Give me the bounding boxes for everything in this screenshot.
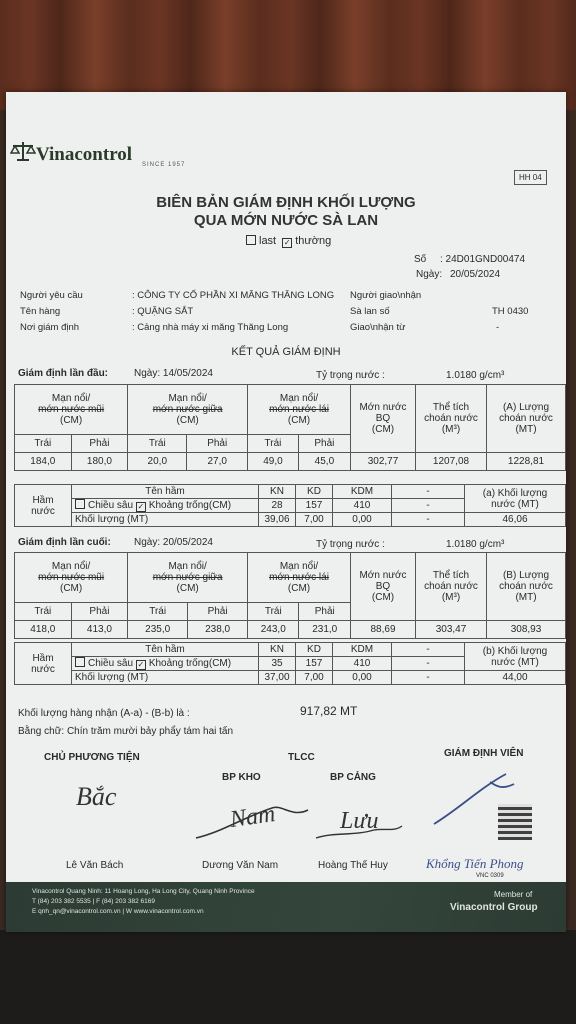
barge-label: Sà lan số [350,306,390,317]
kd-header: KD [296,485,333,499]
mass-row-label: Khối lượng (MT) [72,513,259,527]
header-mid-draft: Mạn nổi/ mớn nước giữa (CM) [128,385,248,435]
requester-value: : CÔNG TY CỔ PHẦN XI MĂNG THĂNG LONG [132,290,335,301]
option-last: last [259,235,277,247]
dark-background [0,930,576,1024]
handover-label: Giao\nhận từ [350,322,406,333]
footer-phone: T (84) 203 382 5535 | F (84) 203 382 6169 [32,898,155,905]
right-label: Phải [71,435,128,453]
right-label: Phải [298,435,350,453]
type-options [246,235,331,248]
kn-header: KN [259,643,296,657]
place-value: : Cảng nhà máy xi măng Thăng Long [132,322,289,333]
right-label: Phải [71,603,128,621]
fore-right-value: 180,0 [71,453,128,471]
kn-mass: 39,06 [259,513,296,527]
kd-mass: 7,00 [296,671,333,685]
mass-row-label: Khối lượng (MT) [72,671,259,685]
kdm-header: KDM [333,485,392,499]
hold-name-header: Tên hầm [72,643,259,657]
kdm-reading: 410 [333,499,392,513]
kn-reading: 35 [259,657,296,671]
net-mass-label: Khối lượng hàng nhận (A-a) - (B-b) là : [18,708,190,719]
empty-dash: - [392,657,465,671]
footer-member: Member of [494,890,533,899]
last-density-value: 1.0180 g/cm³ [446,539,505,550]
ballast-label: Hầm nước [15,485,72,527]
document-subtitle: QUA MỚN NƯỚC SÀ LAN [193,212,379,229]
header-displacement-volume: Thể tích choán nước (M³) [416,385,487,453]
ngay-label: Ngày: [416,269,443,280]
right-label: Phải [299,603,351,621]
water-mass-a: 46,06 [465,513,566,527]
form-code: HH 04 [514,170,547,185]
header-mid-draft: Mạn nổi/ mớn nước giữa (CM) [128,553,248,603]
goods-label: Tên hàng [20,306,61,317]
kn-mass: 37,00 [259,671,296,685]
port-signature-stroke [314,808,404,844]
place-label: Nơi giám định [20,322,80,333]
mass-a-value: 1228,81 [487,453,566,471]
last-draft-table [14,552,566,639]
net-mass-in-words: Bằng chữ: Chín trăm mười bảy phẩy tám hai tấn [18,726,234,737]
kd-mass: 7,00 [296,513,333,527]
right-label: Phải [187,435,248,453]
header-fore-draft: Mạn nổi/ mớn nước mũi (CM) [15,553,128,603]
owner-title: CHỦ PHƯƠNG TIỆN [44,752,140,763]
depth-checkbox [75,499,85,509]
normal-checkbox-checked: ✓ [283,238,291,247]
scales-logo-icon [10,140,36,162]
mean-draft-value: 302,77 [351,453,416,471]
kn-reading: 28 [259,499,296,513]
first-inspection-label: Giám định lần đầu: [18,368,109,379]
so-label: Số [414,254,427,265]
left-label: Trái [15,603,72,621]
mid-left-value: 235,0 [128,621,188,639]
option-normal: thường [295,235,332,247]
header-mean-draft: Mớn nước BQ (CM) [351,553,416,621]
space-checkbox-checked: ✓ [137,660,145,669]
kd-reading: 157 [296,499,333,513]
barge-value: TH 0430 [492,306,529,317]
aft-left-value: 49,0 [248,453,299,471]
warehouse-signature: Nam [228,800,277,834]
mid-right-value: 238,0 [188,621,248,639]
last-inspection-label: Giám định lần cuối: [18,537,111,548]
hold-name-header: Tên hầm [72,485,259,499]
water-mass-b-header: (b) Khối lượng nước (MT) [465,643,566,671]
empty-dash: - [392,643,465,657]
port-title: BP CẢNG [330,772,376,783]
deliverer-label: Người giao\nhận [350,290,422,301]
fore-left-value: 184,0 [15,453,72,471]
mid-left-value: 20,0 [128,453,187,471]
qr-code-icon [498,804,532,840]
inspector-title: GIÁM ĐỊNH VIÊN [444,748,524,759]
so-value: : 24D01GND00474 [440,254,526,265]
first-inspection-date: Ngày: 14/05/2024 [134,368,213,379]
last-inspection-date: Ngày: 20/05/2024 [134,537,213,548]
kd-reading: 157 [296,657,333,671]
water-mass-a-header: (a) Khối lượng nước (MT) [465,485,566,513]
last-density-label: Tỷ trọng nước : [316,539,385,550]
kdm-reading: 410 [333,657,392,671]
result-title: KẾT QUẢ GIÁM ĐỊNH [231,346,341,358]
first-density-value: 1.0180 g/cm³ [446,370,505,381]
mid-right-value: 27,0 [187,453,248,471]
owner-signature: Bắc [76,782,117,811]
empty-dash: - [392,485,465,499]
inspector-name: Khổng Tiến Phong [426,856,524,871]
footer-group: Vinacontrol Group [450,902,538,913]
left-label: Trái [248,603,299,621]
first-ballast-table [14,484,566,527]
volume-value: 303,47 [416,621,487,639]
brand-since: SINCE 1957 [142,162,186,168]
brand-logo: Vinacontrol [36,144,133,165]
header-aft-draft: Mạn nổi/ mớn nước lái (CM) [248,385,351,435]
space-checkbox-checked: ✓ [137,502,145,511]
warehouse-title: BP KHO [222,772,261,783]
header-mean-draft: Mớn nước BQ (CM) [351,385,416,453]
fore-left-value: 418,0 [15,621,72,639]
ngay-value: 20/05/2024 [450,269,501,280]
document-footer [6,882,566,932]
header-displacement-volume: Thể tích choán nước (M³) [416,553,487,621]
warehouse-name: Dương Văn Nam [202,860,279,871]
footer-web: E qnh_qn@vinacontrol.com.vn | W www.vinacontrol.com.vn [32,908,204,915]
inspector-code: VNC 0309 [476,873,504,879]
header-aft-draft: Mạn nổi/ mớn nước lái (CM) [248,553,351,603]
net-mass-value: 917,82 MT [300,704,358,718]
first-density-label: Tỷ trọng nước : [316,370,385,381]
depth-checkbox [75,657,85,667]
mean-draft-value: 88,69 [351,621,416,639]
port-name: Hoàng Thế Huy [318,860,388,871]
left-label: Trái [128,603,188,621]
kn-header: KN [259,485,296,499]
volume-value: 1207,08 [416,453,487,471]
water-mass-b: 44,00 [465,671,566,685]
empty-dash: - [392,671,465,685]
header-fore-draft: Mạn nổi/ mớn nước mũi (CM) [15,385,128,435]
right-label: Phải [188,603,248,621]
left-label: Trái [248,435,299,453]
footer-address: Vinacontrol Quang Ninh: 11 Hoang Long, Ha Long City, Quang Ninh Province [32,888,255,895]
kdm-header: KDM [333,643,392,657]
document-title: BIÊN BẢN GIÁM ĐỊNH KHỐI LƯỢNG [156,194,416,211]
measure-type: Chiều sâu ✓ Khoảng trống(CM) [72,499,259,513]
kdm-mass: 0,00 [333,513,392,527]
empty-dash: - [392,499,465,513]
owner-name: Lê Văn Bách [66,860,124,871]
kd-header: KD [296,643,333,657]
left-label: Trái [128,435,187,453]
goods-value: : QUẶNG SẮT [132,306,194,317]
ballast-label: Hầm nước [15,643,72,685]
aft-right-value: 231,0 [299,621,351,639]
warehouse-signature-stroke [192,798,312,844]
measure-type: Chiều sâu ✓ Khoảng trống(CM) [72,657,259,671]
inspection-document [6,92,566,932]
header-displacement-mass-b: (B) Lượng choán nước (MT) [487,553,566,621]
last-checkbox [246,235,256,245]
requester-label: Người yêu cầu [20,290,83,301]
tlcc-title: TLCC [288,752,315,763]
header-displacement-mass-a: (A) Lượng choán nước (MT) [487,385,566,453]
kdm-mass: 0,00 [333,671,392,685]
mass-b-value: 308,93 [487,621,566,639]
fore-right-value: 413,0 [71,621,128,639]
handover-value: - [496,322,500,333]
left-label: Trái [15,435,72,453]
first-draft-table [14,384,566,471]
last-ballast-table [14,642,566,685]
port-signature: Lưu [340,808,379,834]
aft-left-value: 243,0 [248,621,299,639]
aft-right-value: 45,0 [298,453,350,471]
empty-dash: - [392,513,465,527]
